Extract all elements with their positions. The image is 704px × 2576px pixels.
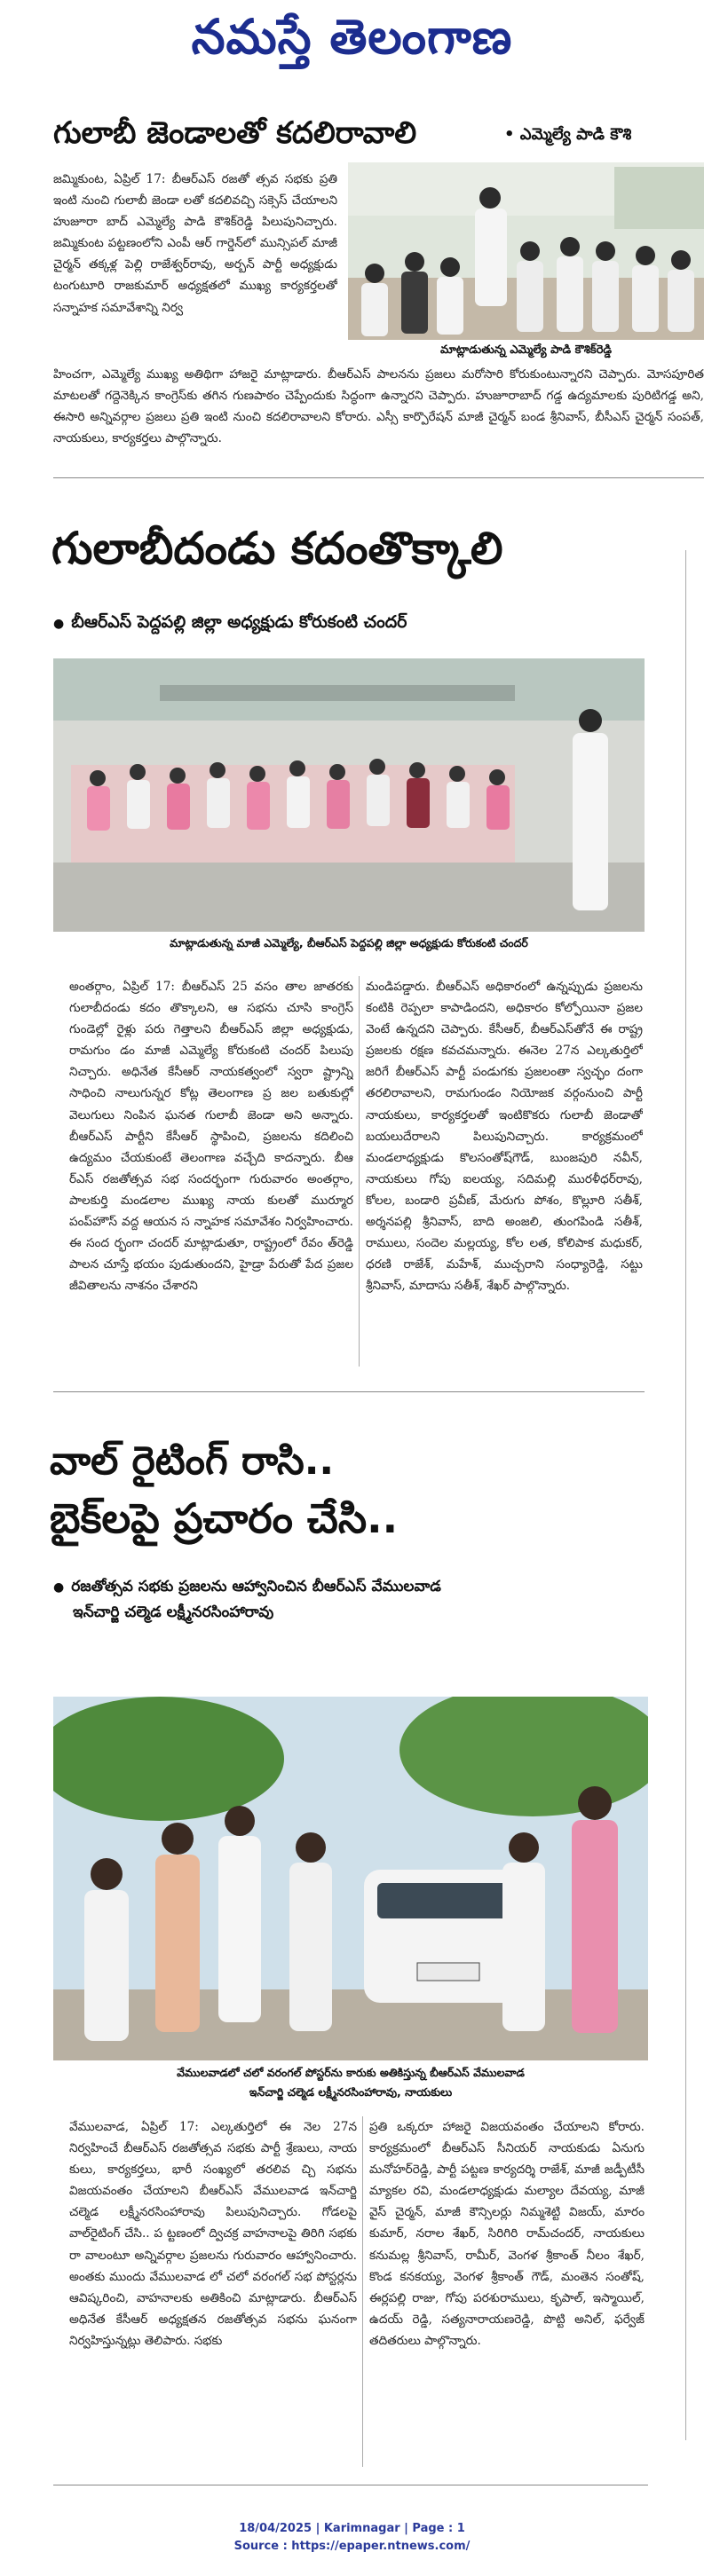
right-margin-rule: [685, 550, 686, 2440]
story2-subdeck: [53, 610, 675, 636]
story1-body-left: జమ్మికుంట, ఏప్రిల్ 17: బీఆర్ఎస్ రజతో త్సవ సభకు ప్రతి ఇంటి నుంచి గులాబీ జెండా లతో కదలివచ్చి సక్సెస్ చేయాలని హుజూరా బాద్ ఎమ్మెల్యే పాడి కౌశిక్‌రెడ్డి పిలుపునిచ్చారు. జమ్మికుంట పట్టణంలోని ఎంపీ ఆర్ గార్డెన్‌లో మున్సిపల్ మాజీ చైర్మన్ తక్కళ్ల పెల్లి రాజేశ్వర్‌రావు, అర్బన్ పార్టీ అధ్యక్షుడు టంగుటూరి రాజకుమార్ అధ్యక్షతలో ముఖ్య కార్యకర్తలతో సన్నాహక సమావేశాన్ని నిర్వ: [53, 172, 337, 315]
story1-photo-image: [348, 162, 704, 340]
story1-photo-caption: మాట్లాడుతున్న ఎమ్మెల్యే పాడి కౌశిక్‌రెడ్డి: [439, 343, 613, 357]
story3-subdeck-line1-row: [53, 1574, 675, 1600]
story2-bottom-rule: [53, 1391, 645, 1392]
story3-column-1: వేములవాడ, ఏప్రిల్ 17: ఎల్కతుర్తిలో ఈ నెల 27న నిర్వహించే బీఆర్ఎస్ రజతోత్సవ సభకు పార్టీ శ్రేణులు, నాయ కులు, కార్యకర్తలు, భారీ సంఖ్యలో తరలివ చ్చి సభను విజయవంతం చేయాలని బీఆర్ఎస్ వేములవాడ ఇన్‌చార్జి చల్మెడ లక్ష్మీనరసింహారావు పిలుపునిచ్చారు. గోడలపై వాల్‌రైటింగ్ చేసి.. ప ట్టణంలో ద్విచక్ర వాహనాలపై తిరిగి సభకు రా వాలంటూ అన్నివర్గాల ప్రజలను గురువారం ఆహ్వానించారు. అంతకు ముందు వేములవాడ లో చలో వరంగల్ సభ పోస్టర్లను ఆవిష్కరించి, వాహనాలకు అతికించి మాట్లాడారు. బీఆర్ఎస్ అధినేత కేసీఆర్ అధ్యక్షతన రజతోత్సవ సభను ఘనంగా నిర్వహిస్తున్నట్లు తెలిపారు. సభకు: [69, 2120, 357, 2348]
story3-subdeck-line2-row: [53, 1600, 675, 1625]
story2-column-1: అంతర్గాం, ఏప్రిల్ 17: బీఆర్ఎస్ 25 వసం తాల జాతరకు గులాబీదండు కదం తొక్కాలని, ఆ సభను చూసి కాంగ్రెస్‌ గుండెల్లో రైళ్లు పరు గెత్తాలని బీఆర్ఎస్ జిల్లా అధ్యక్షుడు, రామగుం డం మాజీ ఎమ్మెల్యే కోరుకంటి చందర్ పిలుపు నిచ్చారు. అధినేత కేసీఆర్ నాయకత్వంలో స్వరా ష్ట్రాన్ని సాధించి నాలుగున్నర కోట్ల తెలంగాణ ప్ర జల బతుకుల్లో వెలుగులు నింపిన ఘనత గులాబీ జెండా అని అన్నారు. బీఆర్ఎస్ పార్టీని కేసీఆర్ స్థాపించి, ప్రజలను కదిలించి ఉద్యమం చేయకుంటే తెలంగాణ వచ్చేది కాదన్నారు. బీఆ ర్ఎస్ రజతోత్సవ సభ సందర్భంగా గురువారం అంతర్గాం, పాలకుర్తి మండలాల ముఖ్య నాయ కులతో ముర్మూర పంప్‌హౌస్ వద్ద ఆయన స న్నాహక సమావేశం నిర్వహించారు. ఈ సంద ర్భంగా చందర్ మాట్లాడుతూ, రాష్ట్రంలో రేవం త్‌రెడ్డి పాలన చూస్తే భయం పుడుతుందని, హైడ్రా పేరుతో పేద ప్రజల జీవితాలను నాశనం చేశారని: [69, 980, 353, 1294]
story1-photo: [348, 162, 704, 340]
story3-headline-line2: బైక్‌లపై ప్రచారం చేసి..: [50, 1494, 399, 1542]
story2-photo-caption: మాట్లాడుతున్న మాజీ ఎమ్మెల్యే, బీఆర్ఎస్ పెద్దపల్లి జిల్లా అధ్యక్షుడు కోరుకంటి చందర్: [170, 936, 528, 949]
footer-dateline: 18/04/2025 | Karimnagar | Page : 1: [239, 2522, 465, 2535]
story3-subdeck-line1: రజతోత్సవ సభకు ప్రజలను ఆహ్వానించిన బీఆర్ఎస్ వేములవాడ: [71, 1578, 441, 1595]
story3-photo-caption: [53, 2063, 648, 2102]
story3-photo-caption-line1: వేములవాడలో చలో వరంగల్ పోస్టర్‌ను కారుకు అతికిస్తున్న బీఆర్ఎస్ వేములవాడ: [177, 2066, 525, 2079]
story3-column-divider: [362, 2116, 363, 2467]
story3-headline-line1: వాల్ రైటింగ్ రాసి..: [50, 1438, 335, 1484]
story3-photo-image: [53, 1697, 648, 2060]
story2-column-divider: [359, 976, 360, 1367]
story1-body-full: హించగా, ఎమ్మెల్యే ముఖ్య అతిథిగా హాజరై మాట్లాడారు. బీఆర్ఎస్ పాలనను ప్రజలు మరోసారి కోరుకుంటున్నారని చెప్పారు. మోసపూరిత మాటలతో గద్దెనెక్కిన కాంగ్రెస్‌కు తగిన గుణపాఠం చెప్పేందుకు సిద్ధంగా ఉన్నారని చెప్పారు. హుజూరాబాద్ గడ్డ ఉద్యమాలకు పురిటిగడ్డ అని, ఈసారి అన్నివర్గాల ప్రజలు ప్రతి ఇంటి నుంచి కదలిరావాలని కోరారు. ఎస్సీ కార్పొరేషన్ మాజీ చైర్మన్ బండ శ్రీనివాస్, బీసీఎస్ చైర్మన్ సంపత్, నాయకులు, కార్యకర్తలు పాల్గొన్నారు.: [53, 367, 704, 446]
story1-bottom-rule: [53, 477, 704, 478]
masthead-title: నమస్తే తెలంగాణ: [191, 7, 513, 65]
story1-headline: గులాబీ జెండాలతో కదలిరావాలి: [53, 115, 417, 151]
masthead: [0, 0, 704, 84]
story2-headline: గులాబీదండు కదంతొక్కాలి: [51, 523, 503, 574]
story3-subdeck-bullet: ●: [53, 1580, 65, 1595]
page-footer: [0, 2520, 704, 2556]
story2-photo-image: [53, 658, 645, 932]
story1-kicker: • ఎమ్మెల్యే పాడి కౌశి: [504, 125, 632, 144]
story2-column-2: మండిపడ్డారు. బీఆర్ఎస్ అధికారంలో ఉన్నప్పుడు ప్రజలను కంటికి రెప్పలా కాపాడిందని, అధికారం కోల్పోయినా ప్రజల వెంటే ఉన్నదని చెప్పారు. కేసీఆర్, బీఆర్ఎస్‌తోనే ఈ రాష్ట్ర ప్రజలకు రక్షణ కవచమన్నారు. ఈనెల 27న ఎల్కతుర్తిలో జరిగే బీఆర్ఎస్ పార్టీ పండుగకు ప్రజలంతా స్వచ్ఛం దంగా తరలిరావాలని, రామగుండం నియోజక వర్గంనుంచి పార్టీ నాయకులు, కార్యకర్తలతో ఇంటికొకరు గులాబీ జెండాతో బయలుదేరాలని పిలుపునిచ్చారు. కార్యక్రమంలో మండలాధ్యక్షుడు కొలసంతోష్‌గౌడ్, బుంజపురి నవీన్, నాయకులు గోపు ఐలయ్య, సదిమల్లి మురళీధర్‌రావు, కోలల, బండారి ప్రవీణ్, మేరుగు పోశం, కొల్లూరి సతీశ్, అర్శనపల్లి శ్రీనివాస్, బాది అంజలి, తుంగపిండి సతీశ్, రాములు, సందెల మల్లయ్య, కోల లత, కోలిపాక మధుకర్, ధరణి రాజేశ్, మహేశ్, ముచ్చరాని సంధ్యారెడ్డి, సట్టు శ్రీనివాస్, మాదాసు సతీశ్, శేఖర్ పాల్గొన్నారు.: [366, 980, 643, 1294]
story3-photo: [53, 1697, 648, 2060]
story2-subdeck-text: బీఆర్ఎస్ పెద్దపల్లి జిల్లా అధ్యక్షుడు కోరుకంటి చందర్: [71, 612, 407, 632]
story3-subdeck: [53, 1574, 675, 1625]
story2-subdeck-bullet: ●: [53, 617, 65, 631]
story3-subdeck-line2: ఇన్‌చార్జి చల్మెడ లక్ష్మీనరసింహారావు: [73, 1603, 274, 1621]
story2-photo: [53, 658, 645, 932]
story3-photo-caption-line2: ఇన్‌చార్జి చల్మెడ లక్ష్మీనరసింహారావు, నాయకులు: [249, 2085, 453, 2099]
story3-column-2: ప్రతి ఒక్కరూ హాజరై విజయవంతం చేయాలని కోరారు. కార్యక్రమంలో బీఆర్ఎస్ సీనియర్ నాయకుడు ఏనుగు మనోహర్‌రెడ్డి, పార్టీ పట్టణ కార్యదర్శి రాజేశ్, మాజీ జడ్పీటీసీ మ్యాకల రవి, మండలాధ్యక్షుడు మల్యాల దేవయ్య, మాజీ వైస్ చైర్మన్, మాజీ కౌన్సిలర్లు నిమ్మశెట్టి విజయ్, మారం కుమార్, నరాల శేఖర్, సిరిగిరి రామ్‌చందర్, నాయకులు కనుమల్ల శ్రీనివాస్, రామీర్, వెంగళ శ్రీకాంత్ నీలం శేఖర్, కొండ కనకయ్య, వెంగళ శ్రీకాంత్ గౌడ్, మంతెన సంతోష్, ఈర్లపల్లి రాజు, గోపు పరశురాములు, కృపాల్, ఇస్మాయిల్, ఉదయ్ రెడ్డి, సత్యనారాయణరెడ్డి, పొట్టి అనిల్, ఫర్వేజ్ తదితరులు పాల్గొన్నారు.: [369, 2120, 645, 2348]
footer-source: Source : https://epaper.ntnews.com/: [233, 2540, 471, 2553]
